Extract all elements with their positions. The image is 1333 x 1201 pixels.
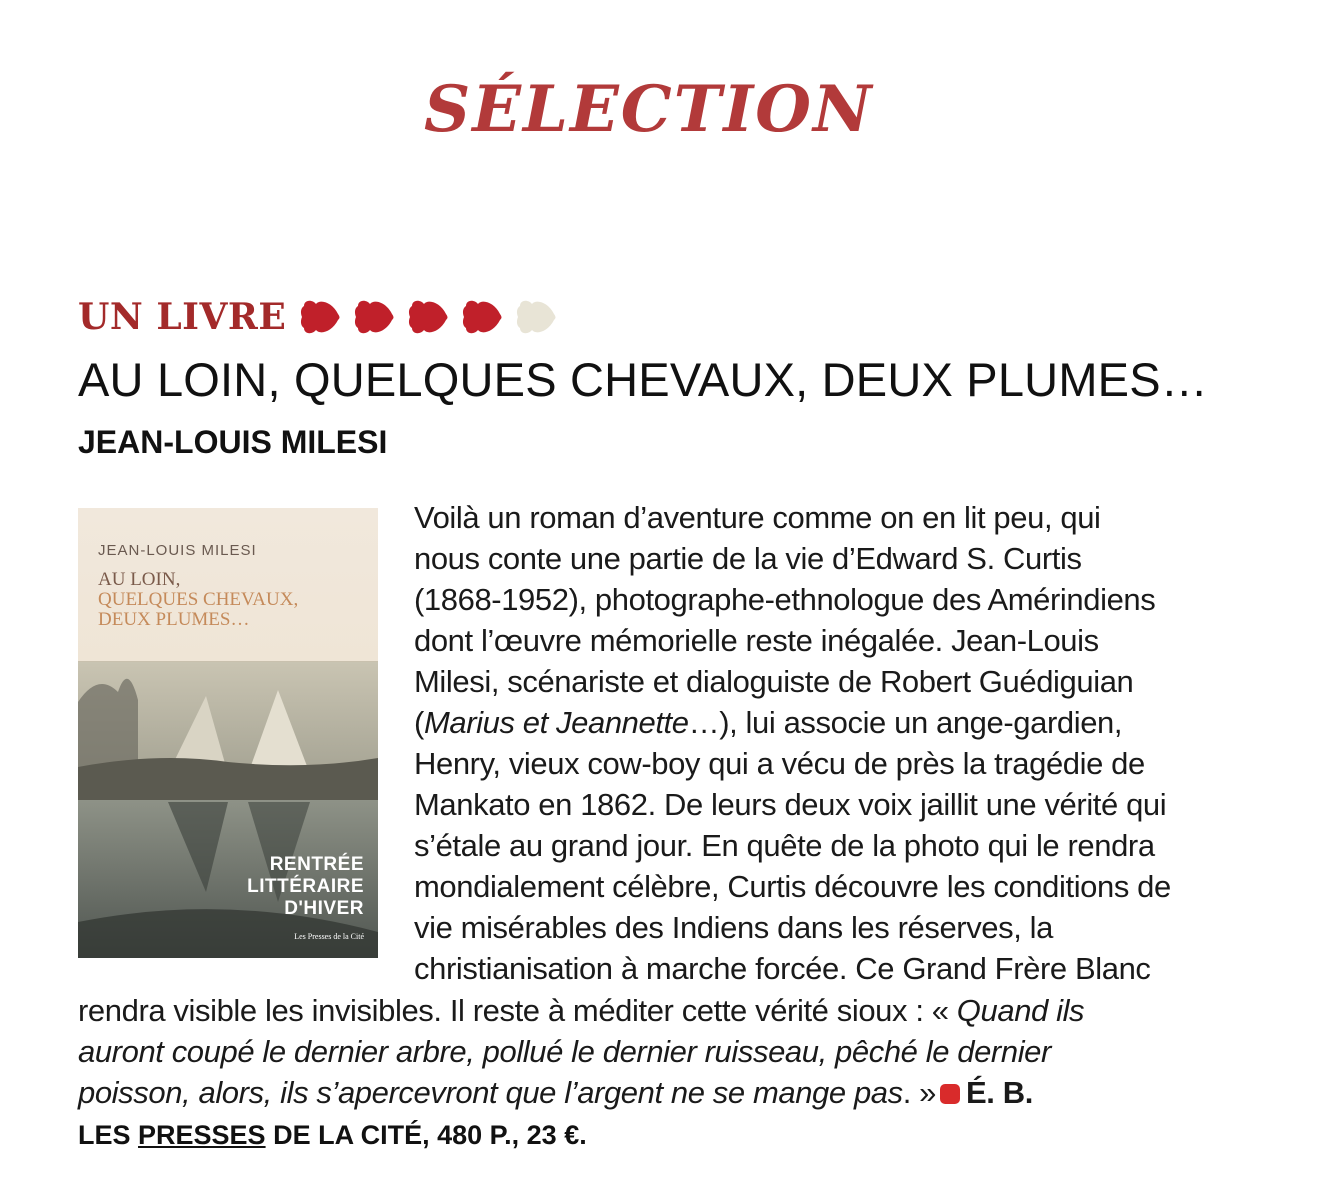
body-text-span: . » [902, 1075, 937, 1110]
film-title: Marius et Jeannette [423, 705, 689, 740]
heart-icon [462, 300, 502, 332]
cover-author: JEAN-LOUIS MILESI [98, 542, 257, 559]
rating-row [78, 296, 556, 338]
cover-title-line: QUELQUES CHEVAUX, [98, 589, 299, 610]
publisher-info [78, 1120, 587, 1151]
quote-text: Quand ils [956, 993, 1085, 1028]
body-line [78, 990, 1084, 1031]
body-line: nous conte une partie de la vie d’Edward S. Curtis [414, 541, 1082, 576]
review-body-full [78, 990, 1084, 1113]
signature: É. B. [966, 1075, 1033, 1110]
body-line: vie misérables des Indiens dans les réserves, la [414, 910, 1054, 945]
body-line [78, 1031, 1084, 1072]
heart-icon [516, 300, 556, 332]
body-line: mondialement célèbre, Curtis découvre les conditions de [414, 869, 1171, 904]
heart-icon [354, 300, 394, 332]
publisher-suffix: DE LA CITÉ, 480 P., 23 €. [265, 1120, 587, 1150]
publisher-prefix: LES [78, 1120, 139, 1150]
heart-icon [300, 300, 340, 332]
cover-title-line: AU LOIN, [98, 569, 181, 590]
body-line: christianisation à marche forcée. Ce Grand Frère Blanc [414, 951, 1151, 986]
body-line: Henry, vieux cow-boy qui a vécu de près la tragédie de [414, 746, 1145, 781]
kicker-label: UN LIVRE [78, 296, 287, 338]
book-title: AU LOIN, QUELQUES CHEVAUX, DEUX PLUMES… [78, 353, 1208, 406]
end-bullet-icon [940, 1084, 960, 1104]
cover-label-line: LITTÉRAIRE [247, 876, 364, 897]
section-title: SÉLECTION [424, 72, 874, 147]
cover-label-line: RENTRÉE [269, 854, 364, 875]
heart-icon [408, 300, 448, 332]
body-line: (Marius et Jeannette…), lui associe un ange-gardien, [414, 705, 1123, 740]
body-line: Voilà un roman d’aventure comme on en lit peu, qui [414, 500, 1101, 535]
body-text-span: …), lui associe un ange-gardien, [688, 705, 1123, 740]
cover-label [247, 854, 364, 920]
body-line: Mankato en 1862. De leurs deux voix jaillit une vérité qui [414, 787, 1167, 822]
cover-title-line: DEUX PLUMES… [98, 609, 250, 630]
quote-text: poisson, alors, ils s’apercevront que l’argent ne se mange pas [78, 1075, 903, 1110]
body-line [78, 1072, 1084, 1113]
review-body-column [414, 497, 1171, 989]
cover-label-line: D'HIVER [284, 898, 364, 919]
book-cover [78, 508, 378, 958]
body-line: s’étale au grand jour. En quête de la photo qui le rendra [414, 828, 1155, 863]
quote-text: auront coupé le dernier arbre, pollué le dernier ruisseau, pêché le dernier [78, 1034, 1051, 1069]
book-author: JEAN-LOUIS MILESI [78, 424, 388, 460]
cover-publisher: Les Presses de la Cité [294, 932, 364, 941]
body-text-span: rendra visible les invisibles. Il reste à méditer cette vérité sioux : « [78, 993, 957, 1028]
body-line: dont l’œuvre mémorielle reste inégalée. Jean-Louis [414, 623, 1099, 658]
rating-hearts [300, 300, 556, 332]
cover-title [98, 570, 368, 630]
body-line: (1868-1952), photographe-ethnologue des Amérindiens [414, 582, 1156, 617]
body-line: Milesi, scénariste et dialoguiste de Robert Guédiguian [414, 664, 1134, 699]
publisher-link[interactable]: PRESSES [138, 1120, 266, 1150]
